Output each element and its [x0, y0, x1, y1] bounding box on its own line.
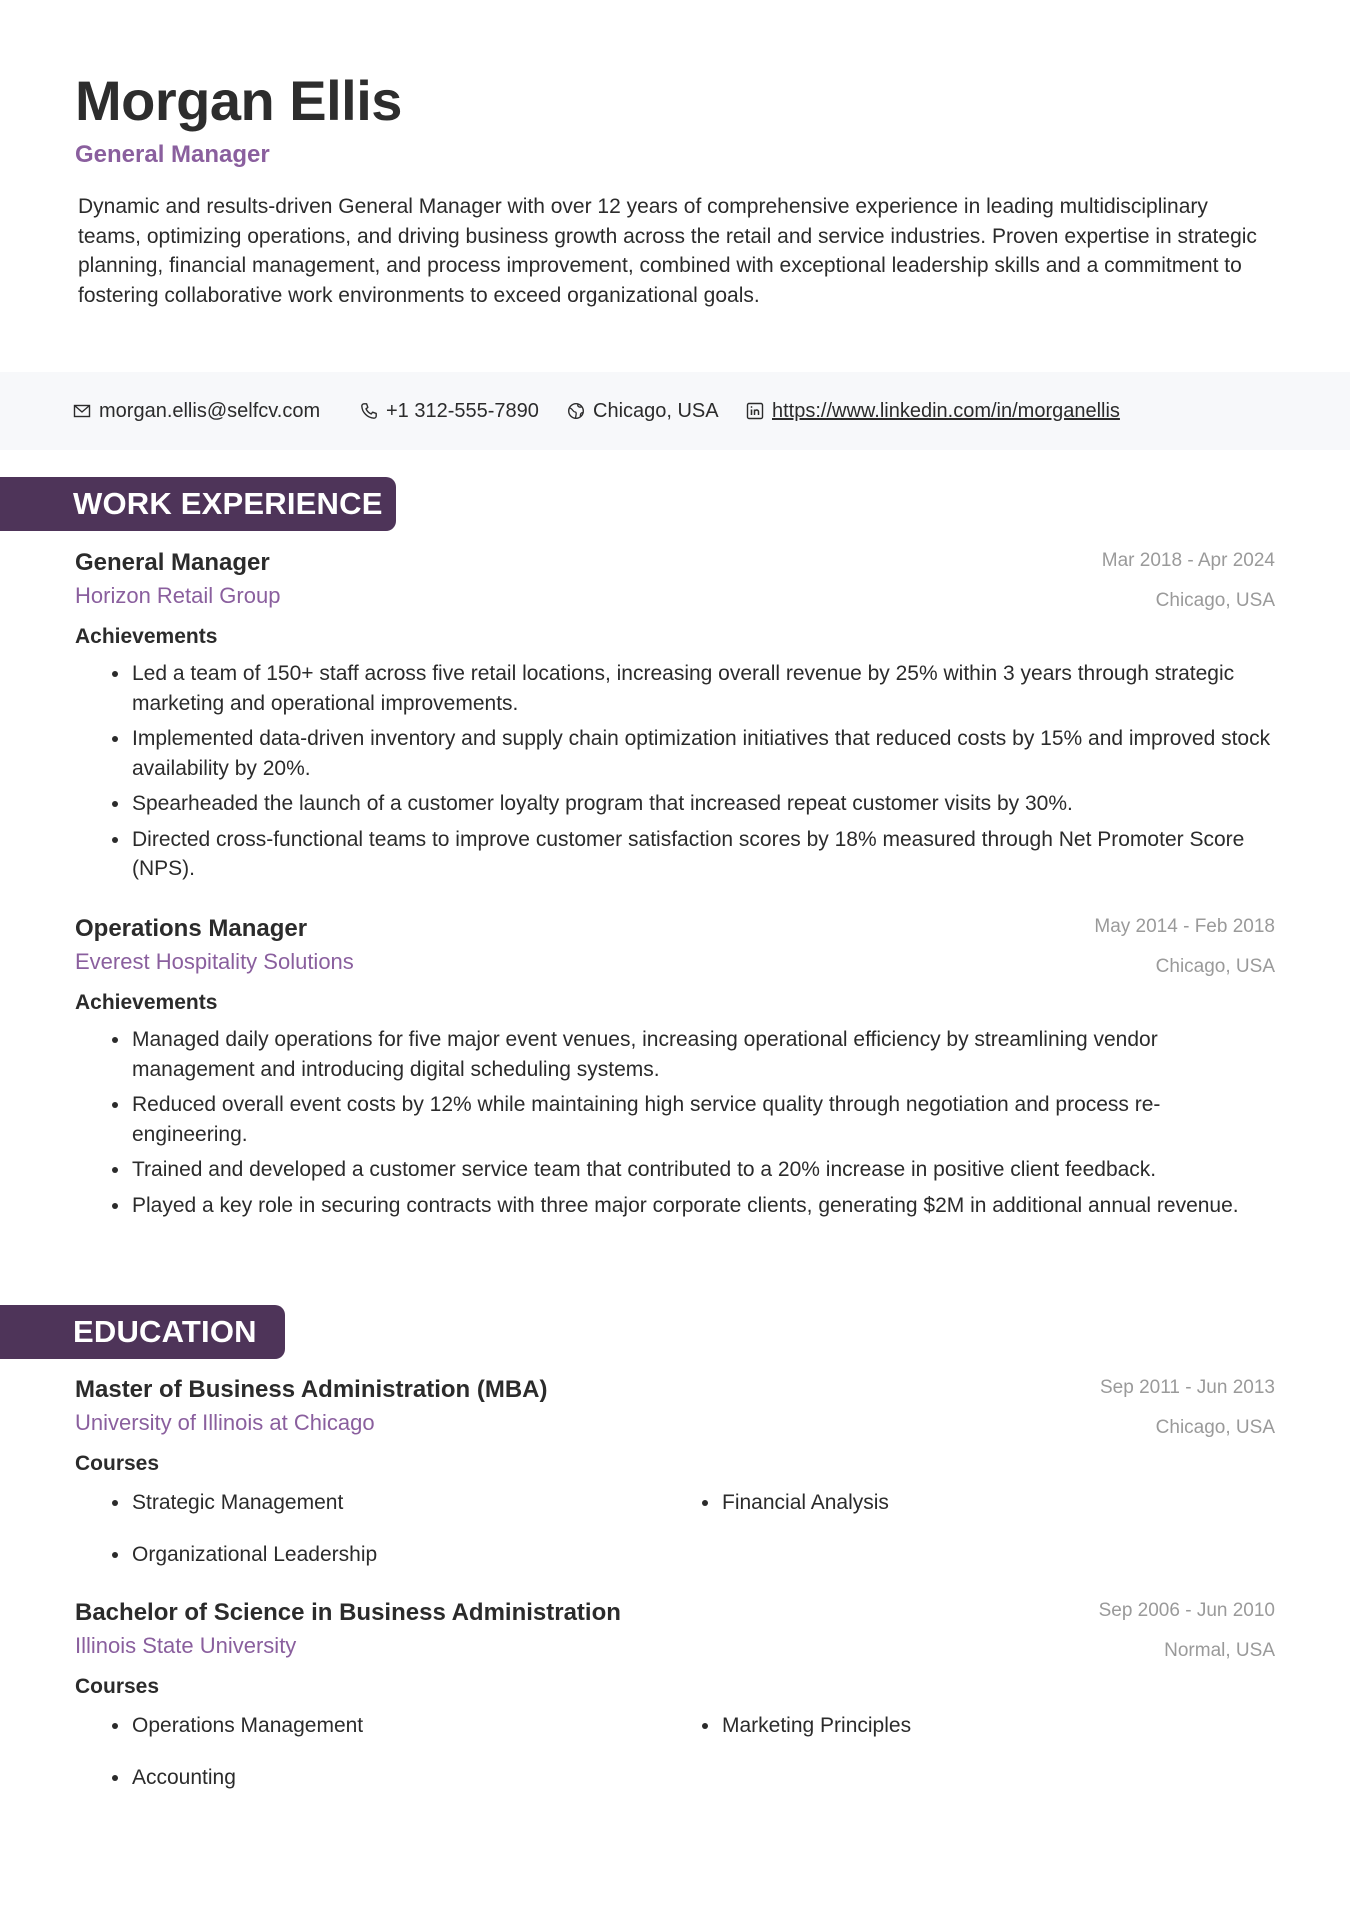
list-item: Accounting	[75, 1763, 665, 1793]
job-title: General Manager	[75, 549, 270, 576]
work-entry	[75, 548, 1275, 890]
job-location: Chicago, USA	[1155, 956, 1275, 977]
list-item: Operations Management	[75, 1711, 665, 1741]
achievements-label: Achievements	[75, 991, 218, 1014]
profile-summary: Dynamic and results-driven General Manager with over 12 years of comprehensive experience in leading multidisciplinary teams, optimizing operations, and driving business growth across the retail and service industries. Proven expertise in strategic planning, financial management, and process improvement, combined with exceptional leadership skills and a commitment to fostering collaborative work environments to exceed organizational goals.	[78, 195, 1257, 307]
courses-label: Courses	[75, 1452, 160, 1475]
work-entry	[75, 914, 1275, 1226]
achievements-list	[75, 659, 1275, 884]
candidate-name: Morgan Ellis	[75, 69, 402, 132]
candidate-title: General Manager	[75, 141, 270, 168]
list-item: Led a team of 150+ staff across five retail locations, increasing overall revenue by 25% within 3 years through strategic marketing and operational improvements.	[75, 659, 1275, 718]
job-location: Chicago, USA	[1155, 590, 1275, 611]
list-item: Financial Analysis	[665, 1488, 1255, 1518]
location-text: Chicago, USA	[593, 399, 719, 422]
list-item: Implemented data-driven inventory and supply chain optimization initiatives that reduced costs by 15% and improved stock availability by 20%.	[75, 724, 1275, 783]
list-item: Strategic Management	[75, 1488, 665, 1518]
list-item: Directed cross-functional teams to improve customer satisfaction scores by 18% measured through Net Promoter Score (NPS).	[75, 825, 1275, 884]
education-dates: Sep 2006 - Jun 2010	[1098, 1600, 1275, 1621]
list-item: Managed daily operations for five major event venues, increasing operational efficiency by streamlining vendor management and introducing digital scheduling systems.	[75, 1025, 1275, 1084]
contact-email[interactable]	[73, 398, 320, 424]
globe-icon	[567, 402, 585, 420]
company-name: Everest Hospitality Solutions	[75, 949, 354, 974]
phone-text: +1 312-555-7890	[386, 399, 539, 422]
email-text: morgan.ellis@selfcv.com	[99, 399, 321, 422]
company-name: Horizon Retail Group	[75, 583, 281, 608]
job-dates: Mar 2018 - Apr 2024	[1101, 550, 1275, 571]
courses-list	[75, 1711, 1275, 1793]
section-education: EDUCATION	[0, 1305, 285, 1359]
contact-linkedin[interactable]	[746, 398, 1120, 424]
achievements-label: Achievements	[75, 625, 218, 648]
section-work-experience: WORK EXPERIENCE	[0, 477, 396, 531]
phone-icon	[360, 402, 378, 420]
list-item: Spearheaded the launch of a customer loyalty program that increased repeat customer visits by 30%.	[75, 789, 1275, 819]
linkedin-icon	[746, 402, 764, 420]
job-title: Operations Manager	[75, 915, 308, 942]
degree-title: Master of Business Administration (MBA)	[75, 1376, 548, 1403]
degree-title: Bachelor of Science in Business Administration	[75, 1599, 621, 1626]
contact-location	[567, 398, 719, 424]
education-dates: Sep 2011 - Jun 2013	[1099, 1377, 1275, 1398]
list-item: Played a key role in securing contracts with three major corporate clients, generating $2M in additional annual revenue.	[75, 1191, 1275, 1221]
list-item: Trained and developed a customer service team that contributed to a 20% increase in positive client feedback.	[75, 1155, 1275, 1185]
job-dates: May 2014 - Feb 2018	[1094, 916, 1275, 937]
contact-bar	[0, 372, 1350, 450]
list-item: Organizational Leadership	[75, 1540, 665, 1570]
education-entry	[75, 1598, 1275, 1793]
school-name: University of Illinois at Chicago	[75, 1410, 375, 1435]
achievements-list	[75, 1025, 1275, 1220]
list-item: Marketing Principles	[665, 1711, 1255, 1741]
education-location: Chicago, USA	[1155, 1417, 1275, 1438]
courses-list	[75, 1488, 1275, 1570]
mail-icon	[73, 402, 91, 420]
contact-phone[interactable]	[360, 398, 539, 424]
education-entry	[75, 1375, 1275, 1570]
resume-header	[75, 68, 1275, 170]
school-name: Illinois State University	[75, 1633, 297, 1658]
list-item: Reduced overall event costs by 12% while maintaining high service quality through negotiation and process re-engineering.	[75, 1090, 1275, 1149]
education-location: Normal, USA	[1164, 1640, 1275, 1661]
courses-label: Courses	[75, 1675, 160, 1698]
linkedin-link[interactable]: https://www.linkedin.com/in/morganellis	[772, 399, 1120, 422]
